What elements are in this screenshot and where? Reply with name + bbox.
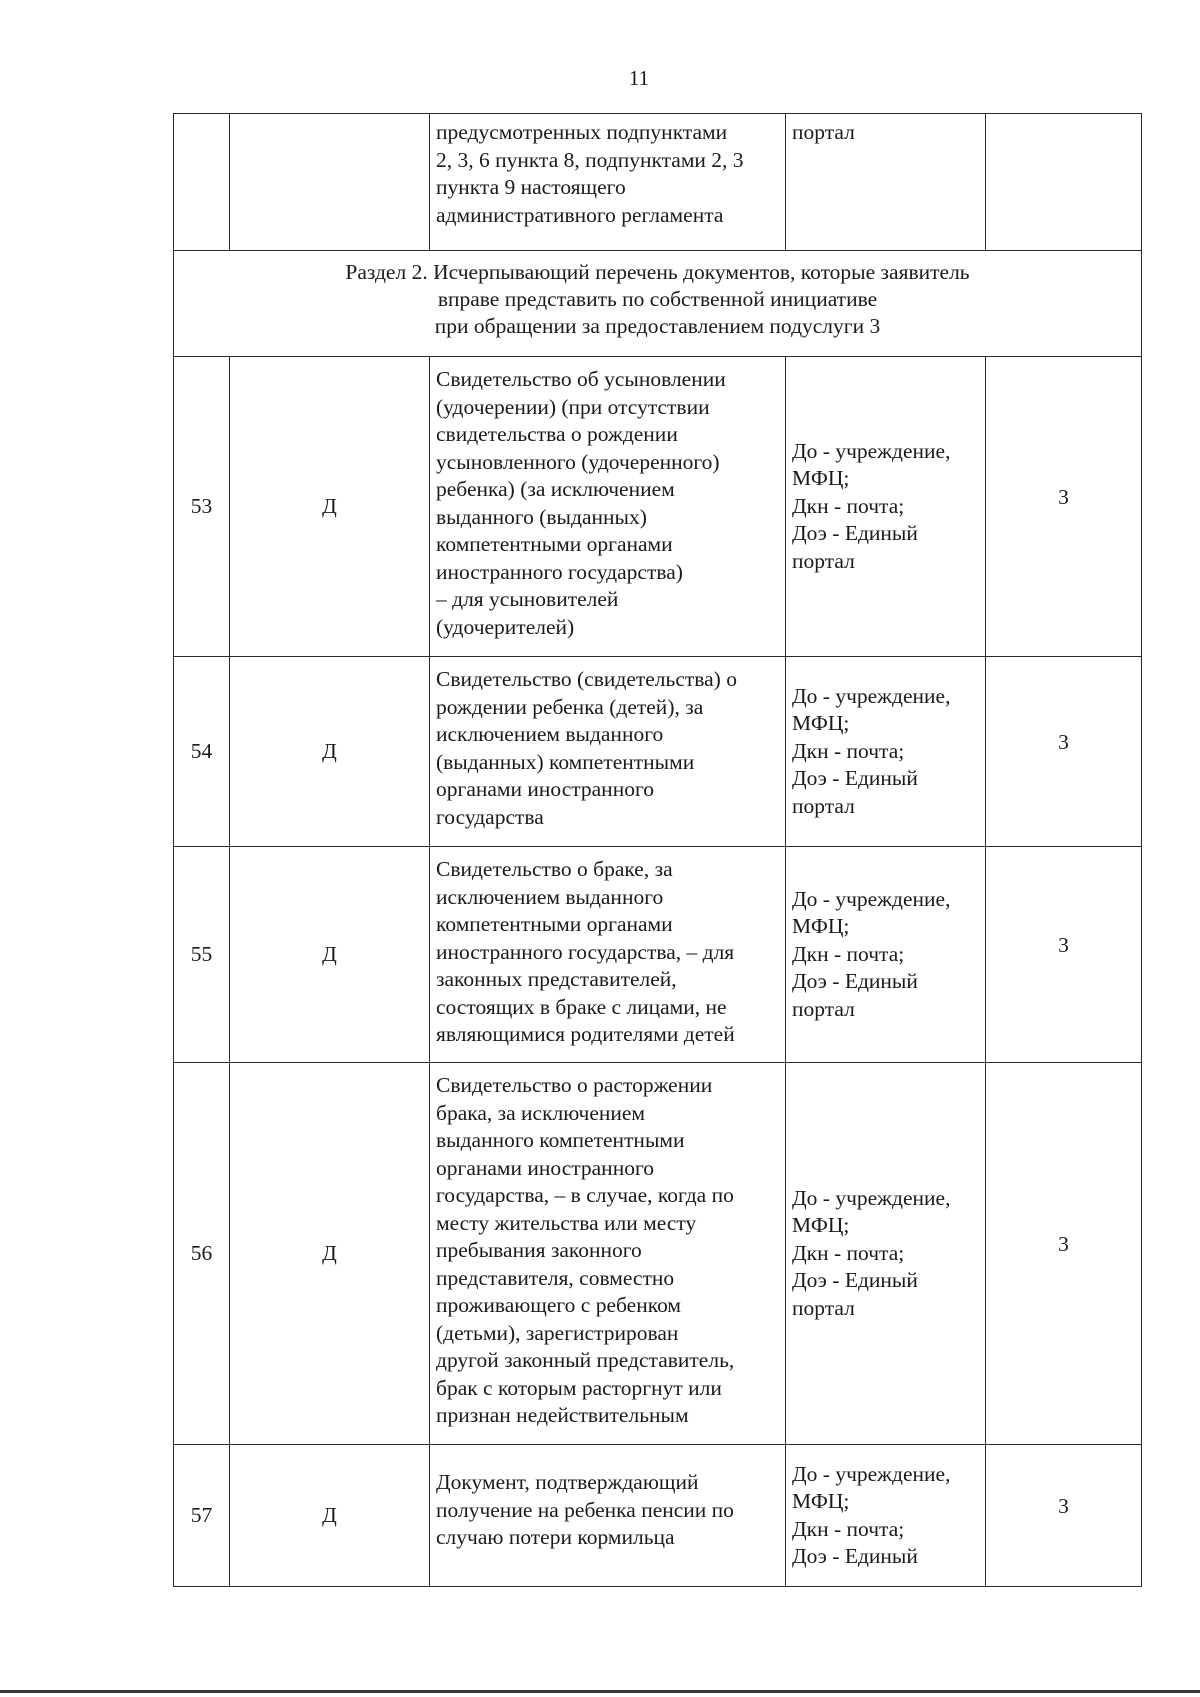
table-row xyxy=(174,847,1142,1063)
cell-submission-way xyxy=(786,114,986,251)
way-line: Дкн - почта; xyxy=(792,941,905,966)
doc-line: представителя, совместно xyxy=(436,1265,675,1290)
doc-line: проживающего с ребенком xyxy=(436,1293,682,1317)
way-line: Дкн - почта; xyxy=(792,738,905,763)
doc-line: иностранного государства) xyxy=(436,559,683,584)
cell-document xyxy=(430,847,786,1063)
way-line: портал xyxy=(792,1295,855,1320)
doc-line: исключением выданного xyxy=(436,722,664,746)
way-line: Дкн - почта; xyxy=(792,1240,905,1265)
doc-line: пребывания законного xyxy=(436,1238,642,1262)
cell-submission-way xyxy=(786,847,986,1063)
cell-term: 3 xyxy=(986,657,1142,847)
cell-number: 56 xyxy=(174,1063,230,1445)
cell-category xyxy=(230,114,430,251)
cell-category: Д xyxy=(230,357,430,657)
way-line: портал xyxy=(792,548,855,573)
cell-number xyxy=(174,114,230,251)
way-line: портал xyxy=(792,120,855,144)
cell-category: Д xyxy=(230,657,430,847)
way-line: До - учреждение, xyxy=(792,438,951,463)
doc-line: состоящих в браке с лицами, не xyxy=(436,994,727,1019)
doc-line: месту жительства или месту xyxy=(436,1210,697,1235)
way-line: Доэ - Единый xyxy=(792,521,918,546)
doc-line: (детьми), зарегистрирован xyxy=(436,1320,679,1345)
doc-line: Свидетельство об усыновлении xyxy=(436,367,726,391)
cell-category: Д xyxy=(230,847,430,1063)
doc-line: компетентными органами xyxy=(436,532,673,556)
cell-number: 53 xyxy=(174,357,230,657)
section-title-line: вправе представить по собственной инициативе xyxy=(437,287,878,311)
doc-line: Свидетельство о расторжении xyxy=(436,1073,713,1097)
doc-line: предусмотренных подпунктами xyxy=(436,120,728,144)
way-line: МФЦ; xyxy=(792,466,850,491)
cell-document xyxy=(430,1445,786,1587)
doc-line: иностранного государства, – для xyxy=(436,939,735,964)
doc-line: государства, – в случае, когда по xyxy=(436,1183,734,1207)
doc-line: Документ, подтверждающий xyxy=(436,1470,699,1495)
doc-line: (удочерении) (при отсутствии xyxy=(436,394,710,419)
doc-line: усыновленного (удочеренного) xyxy=(436,449,720,474)
doc-line: рождении ребенка (детей), за xyxy=(436,694,704,719)
cell-term: 3 xyxy=(986,1445,1142,1587)
cell-submission-way xyxy=(786,357,986,657)
way-line: Доэ - Единый xyxy=(792,766,918,791)
doc-line: случаю потери кормильца xyxy=(436,1525,675,1550)
way-line: МФЦ; xyxy=(792,1213,850,1238)
cell-number: 55 xyxy=(174,847,230,1063)
doc-line: выданного (выданных) xyxy=(436,504,647,529)
way-line: портал xyxy=(792,996,855,1021)
way-line: МФЦ; xyxy=(792,1489,850,1513)
doc-line: исключением выданного xyxy=(436,884,664,909)
doc-line: органами иностранного xyxy=(436,777,654,801)
cell-term: 3 xyxy=(986,847,1142,1063)
doc-line: органами иностранного xyxy=(436,1155,654,1180)
cell-term: 3 xyxy=(986,1063,1142,1445)
doc-line: выданного компетентными xyxy=(436,1128,685,1152)
cell-submission-way xyxy=(786,1063,986,1445)
doc-line: государства xyxy=(436,804,544,829)
documents-table xyxy=(173,113,1142,1587)
way-line: Доэ - Единый xyxy=(792,1544,918,1568)
way-line: До - учреждение, xyxy=(792,1185,951,1210)
way-line: Дкн - почта; xyxy=(792,1516,905,1541)
way-line: Доэ - Единый xyxy=(792,1268,918,1293)
doc-line: компетентными органами xyxy=(436,912,673,936)
section-title xyxy=(174,251,1142,357)
cell-document xyxy=(430,1063,786,1445)
way-line: До - учреждение, xyxy=(792,1461,951,1486)
section-title-line: Раздел 2. Исчерпывающий перечень документов, которые заявитель xyxy=(345,260,970,284)
section-title-line: при обращении за предоставлением подуслуги 3 xyxy=(434,314,881,338)
cell-term: 3 xyxy=(986,357,1142,657)
way-line: Дкн - почта; xyxy=(792,493,905,518)
section-header-row xyxy=(174,251,1142,357)
cell-document xyxy=(430,114,786,251)
doc-line: Свидетельство (свидетельства) о xyxy=(436,667,737,691)
cell-number: 54 xyxy=(174,657,230,847)
page-bottom-rule xyxy=(0,1690,1200,1693)
doc-line: получение на ребенка пенсии по xyxy=(436,1497,734,1522)
cell-number: 57 xyxy=(174,1445,230,1587)
way-line: До - учреждение, xyxy=(792,683,951,708)
doc-line: брак с которым расторгнут или xyxy=(436,1375,722,1400)
table-row-continued xyxy=(174,114,1142,251)
doc-line: свидетельства о рождении xyxy=(436,422,678,446)
doc-line: административного регламента xyxy=(436,202,724,227)
table-row xyxy=(174,1063,1142,1445)
doc-line: (удочерителей) xyxy=(436,614,575,639)
way-line: МФЦ; xyxy=(792,914,850,939)
cell-document xyxy=(430,657,786,847)
cell-submission-way xyxy=(786,657,986,847)
cell-category: Д xyxy=(230,1063,430,1445)
page-number: 11 xyxy=(628,66,650,90)
table-row xyxy=(174,1445,1142,1587)
doc-line: признан недействительным xyxy=(436,1403,689,1427)
doc-line: брака, за исключением xyxy=(436,1100,646,1125)
table-row xyxy=(174,357,1142,657)
cell-submission-way xyxy=(786,1445,986,1587)
way-line: До - учреждение, xyxy=(792,886,951,911)
doc-line: пункта 9 настоящего xyxy=(436,175,626,199)
way-line: МФЦ; xyxy=(792,711,850,736)
doc-line: ребенка) (за исключением xyxy=(436,477,675,501)
way-line: Доэ - Единый xyxy=(792,969,918,994)
cell-category: Д xyxy=(230,1445,430,1587)
doc-line: 2, 3, 6 пункта 8, подпунктами 2, 3 xyxy=(436,147,744,172)
doc-line: – для усыновителей xyxy=(436,587,619,611)
doc-line: законных представителей, xyxy=(436,967,677,991)
table-row xyxy=(174,657,1142,847)
way-line: портал xyxy=(792,793,855,818)
doc-line: другой законный представитель, xyxy=(436,1348,735,1372)
doc-line: Свидетельство о браке, за xyxy=(436,857,673,881)
doc-line: (выданных) компетентными xyxy=(436,749,695,774)
cell-term xyxy=(986,114,1142,251)
doc-line: являющимися родителями детей xyxy=(436,1022,735,1046)
cell-document xyxy=(430,357,786,657)
